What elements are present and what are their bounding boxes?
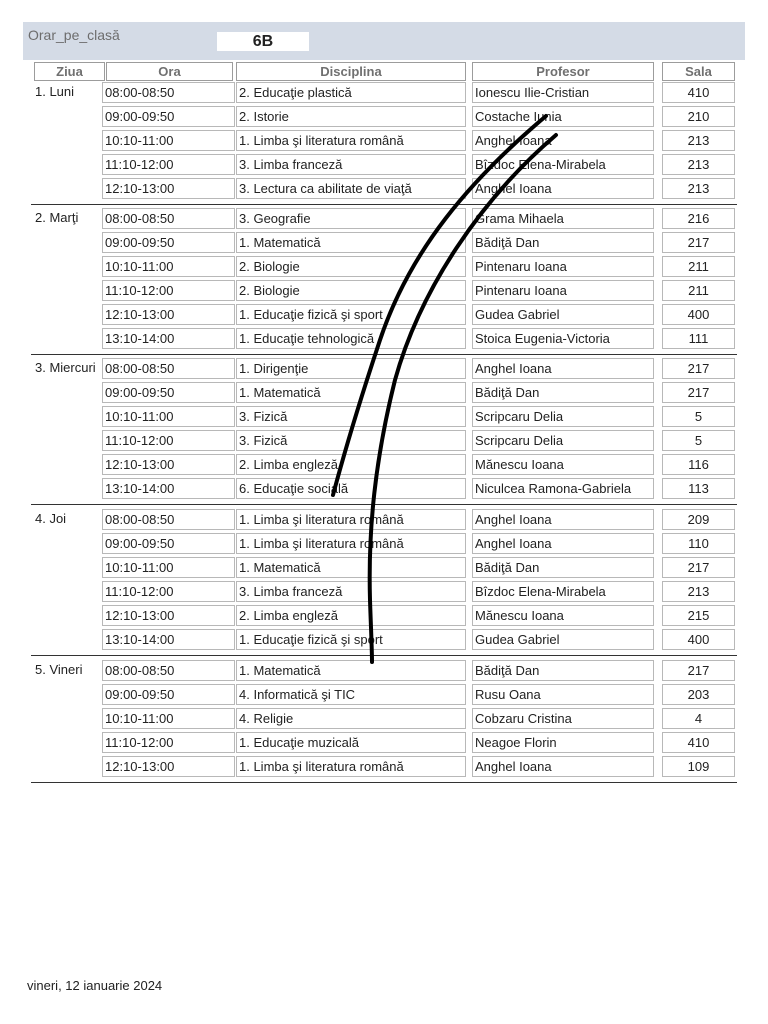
teacher-cell: Bîzdoc Elena-Mirabela bbox=[472, 581, 654, 602]
column-header-teacher: Profesor bbox=[472, 62, 654, 81]
teacher-cell: Cobzaru Cristina bbox=[472, 708, 654, 729]
time-cell: 09:00-09:50 bbox=[102, 533, 235, 554]
time-cell: 10:10-11:00 bbox=[102, 256, 235, 277]
subject-cell: 2. Limba engleză bbox=[236, 605, 466, 626]
room-cell: 110 bbox=[662, 533, 735, 554]
time-cell: 11:10-12:00 bbox=[102, 581, 235, 602]
day-separator bbox=[31, 782, 737, 783]
subject-cell: 1. Educaţie fizică şi sport bbox=[236, 304, 466, 325]
teacher-cell: Anghel Ioana bbox=[472, 178, 654, 199]
teacher-cell: Rusu Oana bbox=[472, 684, 654, 705]
time-cell: 09:00-09:50 bbox=[102, 232, 235, 253]
room-cell: 113 bbox=[662, 478, 735, 499]
day-label: 2. Marţi bbox=[35, 210, 79, 225]
subject-cell: 2. Istorie bbox=[236, 106, 466, 127]
day-separator bbox=[31, 655, 737, 656]
teacher-cell: Anghel Ioana bbox=[472, 130, 654, 151]
time-cell: 08:00-08:50 bbox=[102, 660, 235, 681]
room-cell: 211 bbox=[662, 256, 735, 277]
time-cell: 11:10-12:00 bbox=[102, 154, 235, 175]
room-cell: 203 bbox=[662, 684, 735, 705]
subject-cell: 1. Limba şi literatura română bbox=[236, 533, 466, 554]
report-title: Orar_pe_clasă bbox=[28, 27, 120, 43]
subject-cell: 4. Informatică şi TIC bbox=[236, 684, 466, 705]
teacher-cell: Mănescu Ioana bbox=[472, 605, 654, 626]
subject-cell: 1. Dirigenţie bbox=[236, 358, 466, 379]
subject-cell: 3. Limba franceză bbox=[236, 154, 466, 175]
room-cell: 5 bbox=[662, 430, 735, 451]
time-cell: 09:00-09:50 bbox=[102, 382, 235, 403]
time-cell: 08:00-08:50 bbox=[102, 208, 235, 229]
room-cell: 217 bbox=[662, 358, 735, 379]
teacher-cell: Anghel Ioana bbox=[472, 358, 654, 379]
time-cell: 13:10-14:00 bbox=[102, 629, 235, 650]
room-cell: 400 bbox=[662, 629, 735, 650]
room-cell: 5 bbox=[662, 406, 735, 427]
subject-cell: 1. Matematică bbox=[236, 232, 466, 253]
time-cell: 13:10-14:00 bbox=[102, 328, 235, 349]
day-separator bbox=[31, 504, 737, 505]
teacher-cell: Neagoe Florin bbox=[472, 732, 654, 753]
day-label: 5. Vineri bbox=[35, 662, 83, 677]
time-cell: 10:10-11:00 bbox=[102, 708, 235, 729]
time-cell: 09:00-09:50 bbox=[102, 106, 235, 127]
subject-cell: 2. Limba engleză bbox=[236, 454, 466, 475]
subject-cell: 1. Matematică bbox=[236, 557, 466, 578]
teacher-cell: Anghel Ioana bbox=[472, 509, 654, 530]
teacher-cell: Bădiţă Dan bbox=[472, 382, 654, 403]
room-cell: 217 bbox=[662, 557, 735, 578]
teacher-cell: Scripcaru Delia bbox=[472, 430, 654, 451]
subject-cell: 3. Lectura ca abilitate de viaţă bbox=[236, 178, 466, 199]
column-header-day: Ziua bbox=[34, 62, 105, 81]
teacher-cell: Mănescu Ioana bbox=[472, 454, 654, 475]
room-cell: 210 bbox=[662, 106, 735, 127]
teacher-cell: Gudea Gabriel bbox=[472, 629, 654, 650]
teacher-cell: Pintenaru Ioana bbox=[472, 280, 654, 301]
subject-cell: 3. Geografie bbox=[236, 208, 466, 229]
column-header-time: Ora bbox=[106, 62, 233, 81]
subject-cell: 1. Matematică bbox=[236, 382, 466, 403]
teacher-cell: Niculcea Ramona-Gabriela bbox=[472, 478, 654, 499]
room-cell: 213 bbox=[662, 178, 735, 199]
time-cell: 08:00-08:50 bbox=[102, 358, 235, 379]
teacher-cell: Anghel Ioana bbox=[472, 533, 654, 554]
room-cell: 213 bbox=[662, 581, 735, 602]
room-cell: 213 bbox=[662, 154, 735, 175]
room-cell: 211 bbox=[662, 280, 735, 301]
day-label: 4. Joi bbox=[35, 511, 67, 526]
room-cell: 400 bbox=[662, 304, 735, 325]
subject-cell: 1. Educaţie tehnologică bbox=[236, 328, 466, 349]
teacher-cell: Bădiţă Dan bbox=[472, 660, 654, 681]
room-cell: 111 bbox=[662, 328, 735, 349]
footer-date: vineri, 12 ianuarie 2024 bbox=[27, 978, 163, 993]
room-cell: 109 bbox=[662, 756, 735, 777]
time-cell: 13:10-14:00 bbox=[102, 478, 235, 499]
teacher-cell: Ionescu Ilie-Cristian bbox=[472, 82, 654, 103]
subject-cell: 2. Educaţie plastică bbox=[236, 82, 466, 103]
subject-cell: 1. Matematică bbox=[236, 660, 466, 681]
time-cell: 10:10-11:00 bbox=[102, 557, 235, 578]
time-cell: 10:10-11:00 bbox=[102, 406, 235, 427]
subject-cell: 3. Limba franceză bbox=[236, 581, 466, 602]
room-cell: 217 bbox=[662, 232, 735, 253]
time-cell: 12:10-13:00 bbox=[102, 605, 235, 626]
time-cell: 08:00-08:50 bbox=[102, 82, 235, 103]
room-cell: 217 bbox=[662, 382, 735, 403]
time-cell: 08:00-08:50 bbox=[102, 509, 235, 530]
subject-cell: 3. Fizică bbox=[236, 406, 466, 427]
time-cell: 12:10-13:00 bbox=[102, 304, 235, 325]
teacher-cell: Scripcaru Delia bbox=[472, 406, 654, 427]
teacher-cell: Stoica Eugenia-Victoria bbox=[472, 328, 654, 349]
column-header-subject: Disciplina bbox=[236, 62, 466, 81]
time-cell: 11:10-12:00 bbox=[102, 732, 235, 753]
teacher-cell: Bîzdoc Elena-Mirabela bbox=[472, 154, 654, 175]
time-cell: 12:10-13:00 bbox=[102, 756, 235, 777]
teacher-cell: Bădiţă Dan bbox=[472, 232, 654, 253]
day-separator bbox=[31, 204, 737, 205]
column-header-room: Sala bbox=[662, 62, 735, 81]
teacher-cell: Pintenaru Ioana bbox=[472, 256, 654, 277]
subject-cell: 2. Biologie bbox=[236, 280, 466, 301]
teacher-cell: Bădiţă Dan bbox=[472, 557, 654, 578]
subject-cell: 4. Religie bbox=[236, 708, 466, 729]
room-cell: 4 bbox=[662, 708, 735, 729]
subject-cell: 6. Educaţie socială bbox=[236, 478, 466, 499]
subject-cell: 2. Biologie bbox=[236, 256, 466, 277]
subject-cell: 1. Educaţie muzicală bbox=[236, 732, 466, 753]
time-cell: 09:00-09:50 bbox=[102, 684, 235, 705]
teacher-cell: Anghel Ioana bbox=[472, 756, 654, 777]
room-cell: 215 bbox=[662, 605, 735, 626]
teacher-cell: Costache Iunia bbox=[472, 106, 654, 127]
time-cell: 12:10-13:00 bbox=[102, 178, 235, 199]
room-cell: 410 bbox=[662, 732, 735, 753]
teacher-cell: Gudea Gabriel bbox=[472, 304, 654, 325]
subject-cell: 3. Fizică bbox=[236, 430, 466, 451]
time-cell: 10:10-11:00 bbox=[102, 130, 235, 151]
room-cell: 213 bbox=[662, 130, 735, 151]
time-cell: 11:10-12:00 bbox=[102, 280, 235, 301]
room-cell: 217 bbox=[662, 660, 735, 681]
day-label: 3. Miercuri bbox=[35, 360, 96, 375]
room-cell: 209 bbox=[662, 509, 735, 530]
subject-cell: 1. Limba şi literatura română bbox=[236, 509, 466, 530]
room-cell: 116 bbox=[662, 454, 735, 475]
teacher-cell: Grama Mihaela bbox=[472, 208, 654, 229]
subject-cell: 1. Educaţie fizică şi sport bbox=[236, 629, 466, 650]
day-label: 1. Luni bbox=[35, 84, 75, 99]
room-cell: 216 bbox=[662, 208, 735, 229]
subject-cell: 1. Limba şi literatura română bbox=[236, 756, 466, 777]
report-header bbox=[23, 22, 745, 60]
subject-cell: 1. Limba şi literatura română bbox=[236, 130, 466, 151]
room-cell: 410 bbox=[662, 82, 735, 103]
class-name-box: 6B bbox=[217, 32, 309, 51]
time-cell: 11:10-12:00 bbox=[102, 430, 235, 451]
day-separator bbox=[31, 354, 737, 355]
time-cell: 12:10-13:00 bbox=[102, 454, 235, 475]
